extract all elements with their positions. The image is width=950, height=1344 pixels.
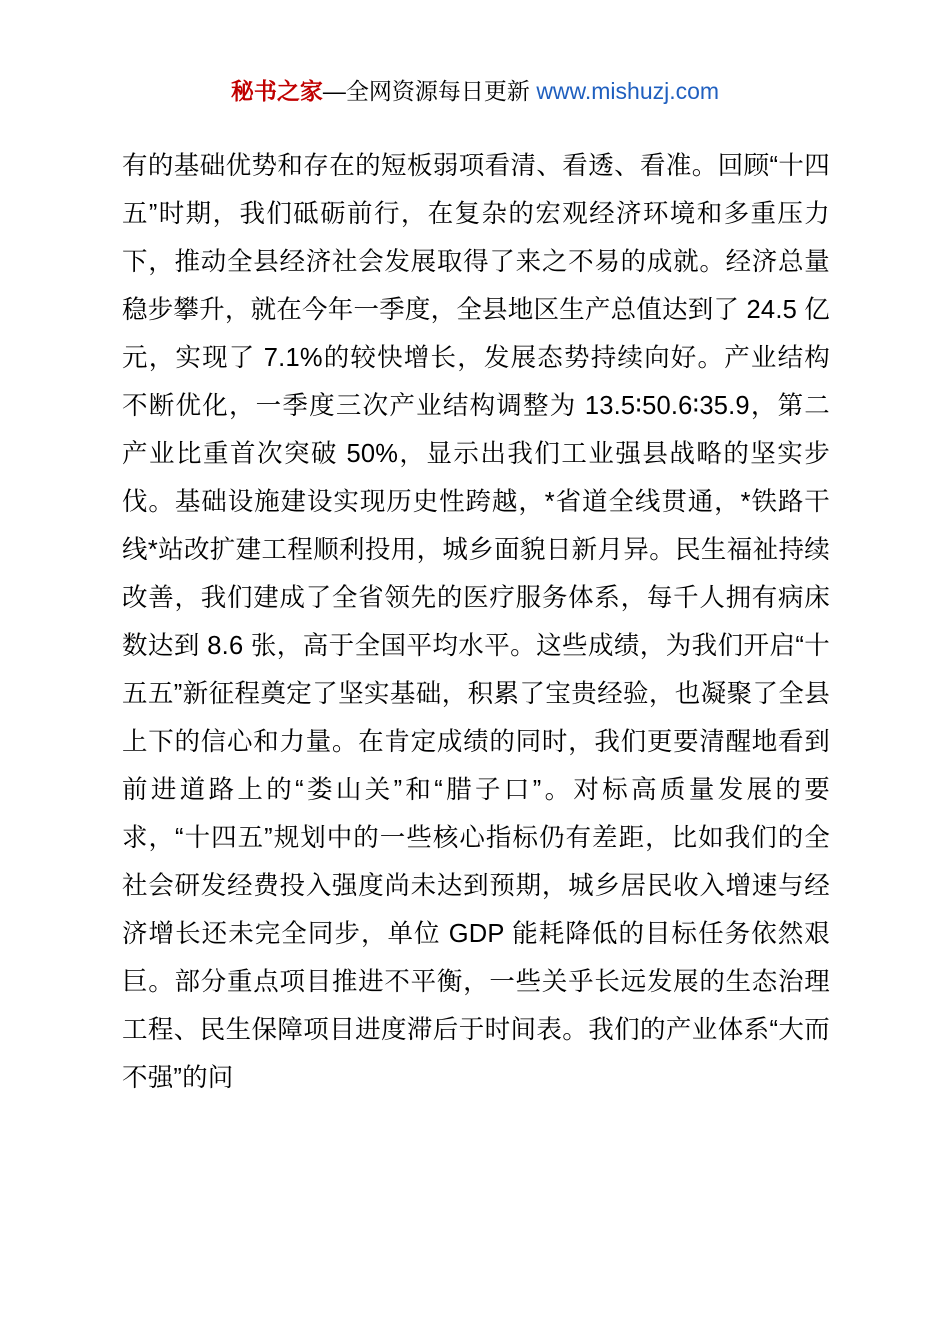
document-body [122, 142, 830, 1102]
body-paragraph: 有的基础优势和存在的短板弱项看清、看透、看准。回顾“十四五”时期，我们砥砺前行，在复杂的宏观经济环境和多重压力下，推动全县经济社会发展取得了来之不易的成就。经济总量稳步攀升，就在今年一季度，全县地区生产总值达到了 24.5 亿元，实现了 7.1%的较快增长，发展态势持续向好。产业结构不断优化，一季度三次产业结构调整为 13.5∶50.6∶35.9，第二产业比重首次突破 50%，显示出我们工业强县战略的坚实步伐。基础设施建设实现历史性跨越，*省道全线贯通，*铁路干线*站改扩建工程顺利投用，城乡面貌日新月异。民生福祉持续改善，我们建成了全省领先的医疗服务体系，每千人拥有病床数达到 8.6 张，高于全国平均水平。这些成绩，为我们开启“十五五”新征程奠定了坚实基础，积累了宝贵经验，也凝聚了全县上下的信心和力量。在肯定成绩的同时，我们更要清醒地看到前进道路上的“娄山关”和“腊子口”。对标高质量发展的要求，“十四五”规划中的一些核心指标仍有差距，比如我们的全社会研发经费投入强度尚未达到预期，城乡居民收入增速与经济增长还未完全同步，单位 GDP 能耗降低的目标任务依然艰巨。部分重点项目推进不平衡，一些关乎长远发展的生态治理工程、民生保障项目进度滞后于时间表。我们的产业体系“大而不强”的问 [122, 152, 830, 1092]
site-brand: 秘书之家 [230, 78, 323, 104]
site-header [0, 78, 950, 106]
site-tagline: —全网资源每日更新 [322, 78, 530, 104]
site-url-link[interactable]: www.mishuzj.com [536, 78, 720, 104]
